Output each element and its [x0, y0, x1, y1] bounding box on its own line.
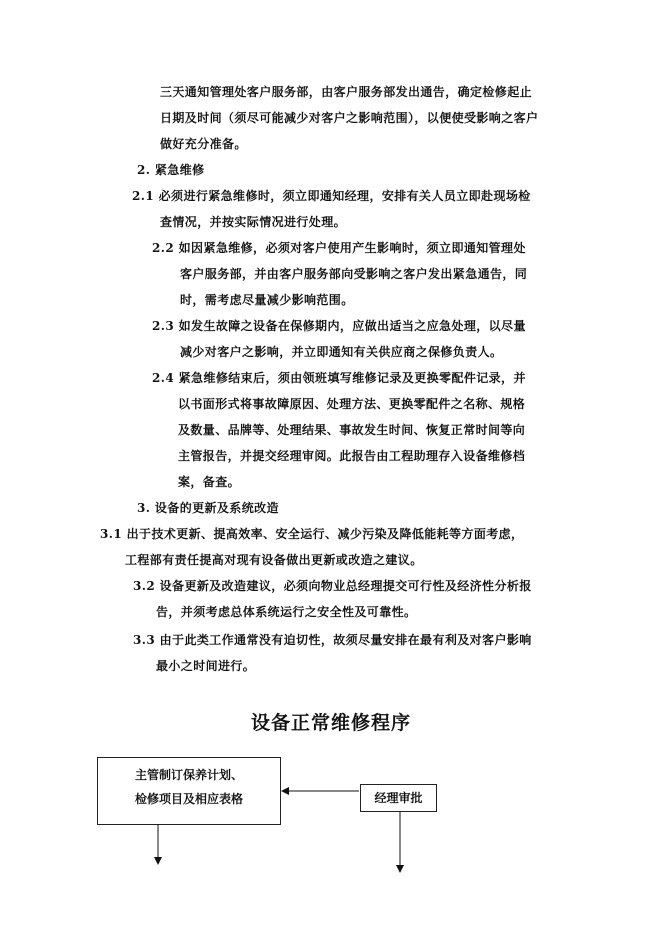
- text-line: 以书面形式将事故障原因、处理方法、更换零配件之名称、规格: [178, 397, 526, 411]
- text-line: 2.1 必须进行紧急维修时，须立即通知经理，安排有关人员立即赴现场检: [132, 189, 531, 203]
- text-line: 查情况，并按实际情况进行处理。: [160, 215, 347, 229]
- text-line: 日期及时间（须尽可能减少对客户之影响范围），以便使受影响之客户: [160, 111, 539, 125]
- text-line: 客户服务部，并由客户服务部向受影响之客户发出紧急通告，同: [180, 267, 528, 281]
- text-line: 3.1 出于技术更新、提高效率、安全运行、减少污染及降低能耗等方面考虑，: [100, 527, 524, 541]
- text-line: 三天通知管理处客户服务部，由客户服务部发出通告，确定检修起止: [160, 85, 533, 99]
- flow-box-plan-line2: 检修项目及相应表格: [134, 792, 243, 806]
- text-line: 及数量、品牌等、处理结果、事故发生时间、恢复正常时间等向: [178, 423, 526, 437]
- flow-box-approve-label: 经理审批: [374, 791, 423, 805]
- text-line: 告，并须考虑总体系统运行之安全性及可靠性。: [156, 605, 417, 619]
- section-heading: 2. 紧急维修: [137, 163, 205, 177]
- text-line: 工程部有责任提高对现有设备做出更新或改造之建议。: [125, 553, 423, 567]
- section-heading: 3. 设备的更新及系统改造: [137, 501, 279, 515]
- text-line: 3.2 设备更新及改造建议，必须向物业总经理提交可行性及经济性分析报: [133, 579, 532, 593]
- flow-box-plan-line1: 主管制订保养计划、: [134, 768, 243, 782]
- flowchart-title: 设备正常维修程序: [250, 712, 411, 734]
- text-line: 主管报告，并提交经理审阅。此报告由工程助理存入设备维修档: [178, 449, 526, 463]
- text-line: 案，备查。: [178, 475, 241, 489]
- text-line: 时，需考虑尽量减少影响范围。: [180, 293, 354, 307]
- text-line: 最小之时间进行。: [156, 659, 256, 673]
- text-line: 2.4 紧急维修结束后，须由领班填写维修记录及更换零配件记录，并: [152, 371, 526, 385]
- text-line: 3.3 由于此类工作通常没有迫切性，故须尽量安排在最有利及对客户影响: [133, 633, 532, 647]
- text-line: 做好充分准备。: [160, 137, 247, 151]
- text-line: 2.2 如因紧急维修，必须对客户使用产生影响时，须立即通知管理处: [152, 241, 526, 255]
- text-line: 2.3 如发生故障之设备在保修期内，应做出适当之应急处理，以尽量: [152, 319, 526, 333]
- text-line: 减少对客户之影响，并立即通知有关供应商之保修负责人。: [180, 345, 503, 359]
